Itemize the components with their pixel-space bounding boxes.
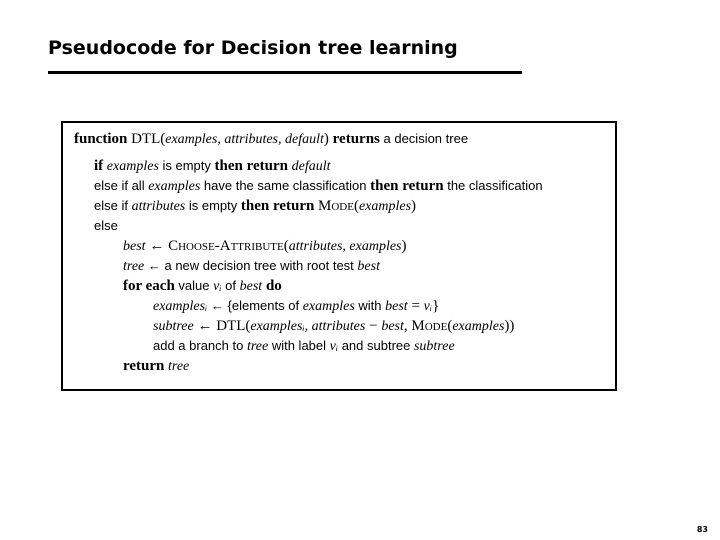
code-token: best: [385, 299, 408, 314]
code-token: returns: [332, 131, 380, 147]
code-token: examples: [358, 199, 412, 214]
code-token: then return: [370, 178, 444, 194]
code-token: tree: [168, 359, 190, 374]
code-token: examples, attributes, default: [165, 132, 324, 147]
code-token: tree: [123, 259, 145, 274]
code-token: then return: [240, 198, 315, 214]
code-token: value: [174, 278, 214, 293]
code-line-3: [94, 178, 543, 195]
code-token: else if: [94, 198, 132, 213]
code-line-11: [153, 338, 455, 355]
code-line-5: [94, 218, 118, 234]
code-token: attributes: [131, 199, 186, 214]
code-token: is empty: [158, 158, 215, 173]
code-token: (: [283, 238, 289, 254]
code-token: ,: [403, 318, 412, 334]
code-token: (: [447, 318, 453, 334]
code-token: examples: [148, 179, 201, 194]
code-token: examplesᵢ: [153, 299, 208, 314]
code-token: examples: [106, 159, 159, 174]
code-token: return: [123, 358, 165, 374]
pseudocode-box: [61, 121, 617, 391]
code-line-1: [74, 131, 468, 148]
code-token: Mode: [411, 318, 448, 334]
code-token: Mode: [317, 198, 354, 214]
code-line-10: [153, 318, 514, 335]
code-token: ): [411, 198, 417, 214]
code-token: vᵢ: [423, 299, 433, 314]
code-line-9: [153, 298, 439, 315]
code-token: best: [123, 239, 146, 254]
code-token: for each: [123, 278, 175, 294]
code-token: do: [262, 278, 282, 294]
code-token: ): [323, 131, 333, 147]
code-token: is empty: [185, 198, 241, 213]
code-line-8: [123, 278, 282, 295]
code-token: vᵢ: [213, 279, 222, 294]
code-token: subtree: [413, 339, 455, 354]
code-token: ← a new decision tree with root test: [144, 258, 358, 273]
code-token: the classification: [443, 178, 543, 193]
code-token: else if all: [94, 178, 149, 193]
code-token: of: [221, 278, 240, 293]
code-token: subtree: [153, 319, 194, 334]
code-token: (: [353, 198, 359, 214]
code-token: add a branch to: [153, 338, 247, 353]
code-line-12: [123, 358, 189, 375]
code-token: )): [504, 318, 515, 334]
code-token: best: [357, 259, 380, 274]
code-token: vᵢ: [329, 339, 339, 354]
code-token: with label: [268, 338, 330, 353]
code-token: }: [432, 298, 440, 314]
slide-title: Pseudocode for Decision tree learning: [48, 37, 458, 59]
code-token: ← DTL(: [193, 318, 251, 334]
code-token: Choose-Attribute: [168, 238, 284, 254]
code-token: best: [381, 319, 404, 334]
code-token: else: [94, 218, 118, 233]
code-token: =: [407, 298, 424, 314]
code-line-6: [123, 238, 407, 255]
code-token: ← {elements of: [207, 298, 303, 313]
code-line-2: [94, 158, 331, 175]
code-line-4: [94, 198, 416, 215]
code-token: with: [354, 298, 386, 313]
page-number: 83: [696, 525, 708, 534]
code-token: default: [291, 159, 331, 174]
code-token: tree: [246, 339, 269, 354]
code-token: if: [94, 158, 104, 174]
code-token: a decision tree: [379, 131, 469, 146]
code-token: have the same classification: [200, 178, 371, 193]
code-token: DTL(: [127, 131, 166, 147]
code-token: then return: [214, 158, 288, 174]
code-token: −: [365, 318, 382, 334]
code-token: attributes, examples: [288, 239, 402, 254]
code-token: examples: [452, 319, 505, 334]
code-line-7: [123, 258, 380, 275]
code-token: examplesᵢ, attributes: [250, 319, 366, 334]
code-token: function: [74, 131, 128, 147]
code-token: ←: [145, 238, 169, 254]
code-token: and subtree: [338, 338, 414, 353]
code-token: examples: [302, 299, 355, 314]
code-token: best: [239, 279, 263, 294]
code-token: ): [401, 238, 407, 254]
title-underline: [48, 71, 522, 74]
